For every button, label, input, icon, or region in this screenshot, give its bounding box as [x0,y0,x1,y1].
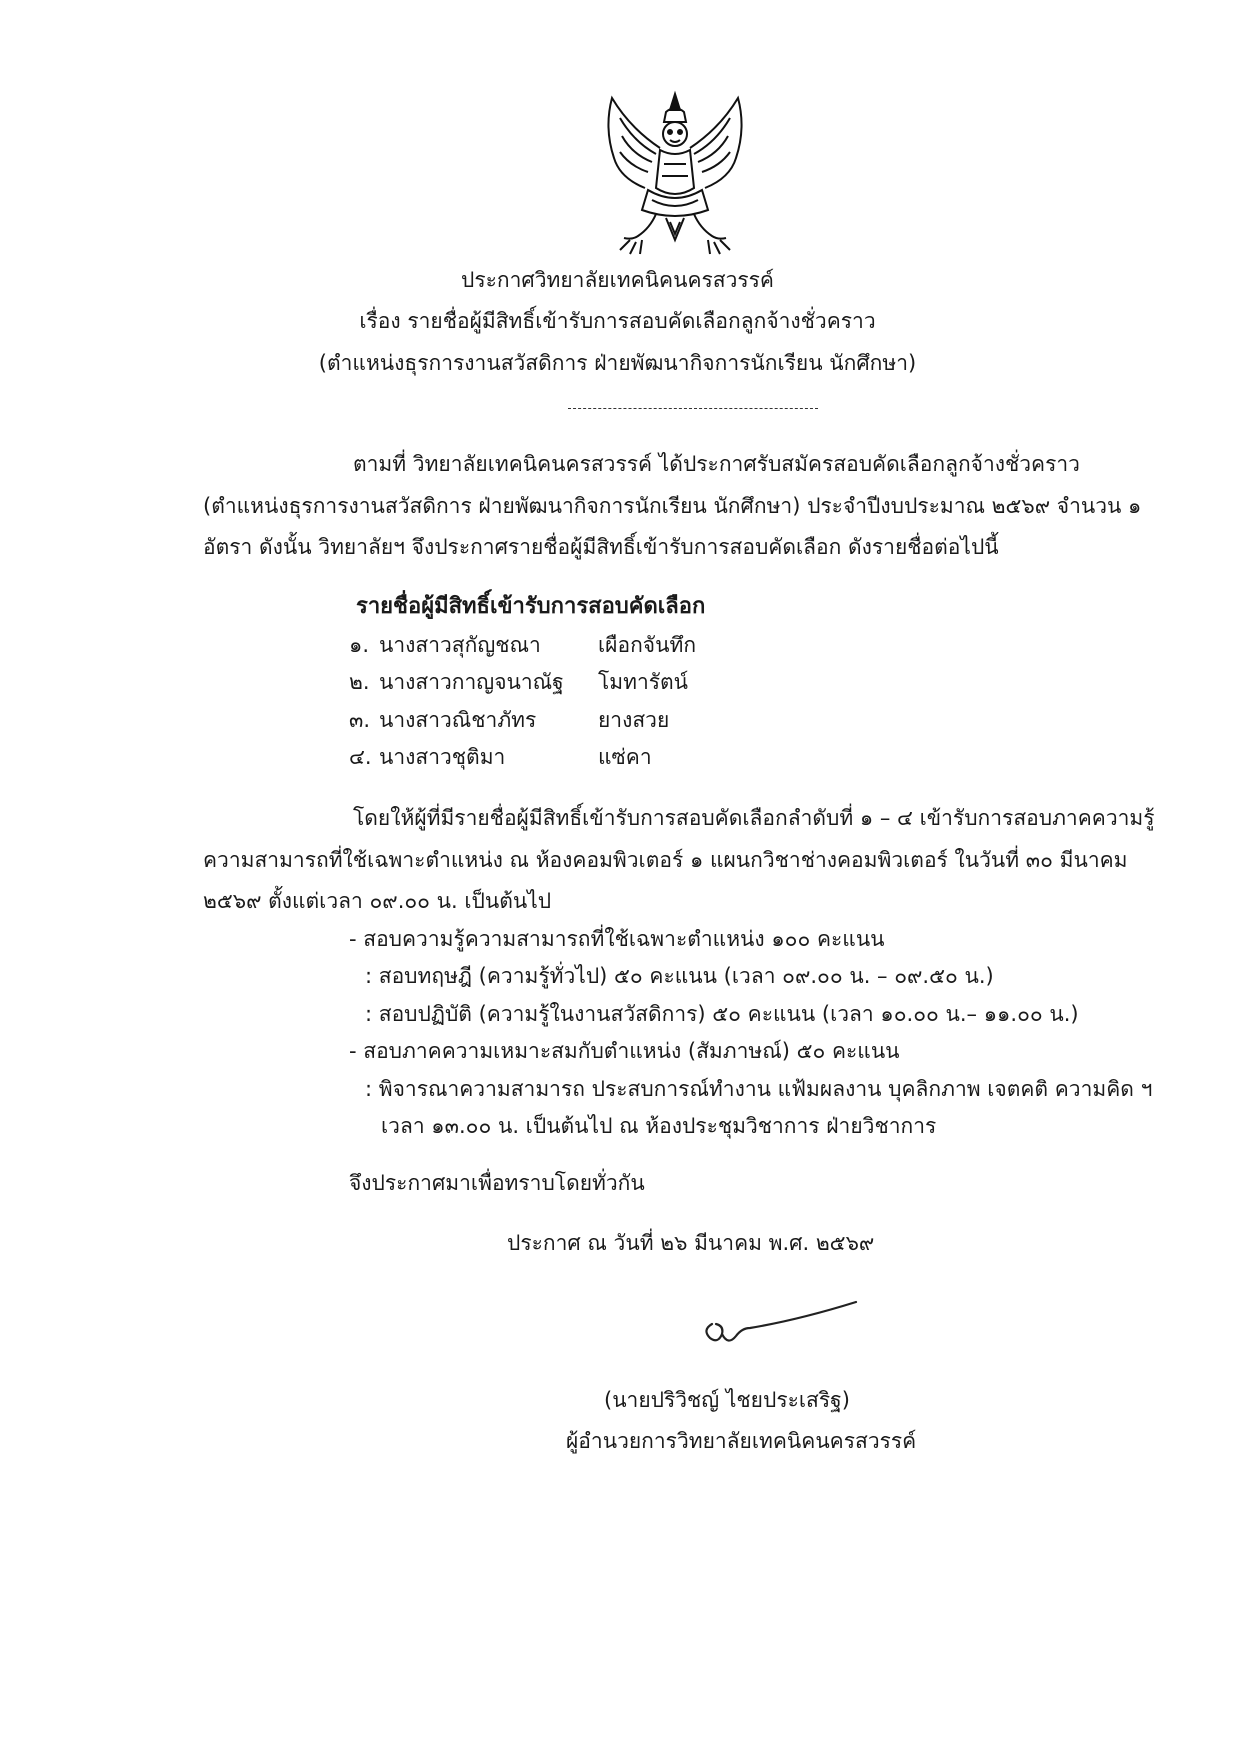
announcement-subject: เรื่อง รายชื่อผู้มีสิทธิ์เข้ารับการสอบคัดเลือกลูกจ้างชั่วคราว [359,309,876,333]
list-item-last-name: แซ่คา [598,745,652,769]
list-item-number: ๑. [349,633,370,657]
announcement-date: ประกาศ ณ วันที่ ๒๖ มีนาคม พ.ศ. ๒๕๖๙ [507,1231,875,1255]
header-divider [568,408,818,409]
list-item [349,668,564,696]
list-item [349,631,541,659]
exam-line-2: ความสามารถที่ใช้เฉพาะตำแหน่ง ณ ห้องคอมพิวเตอร์ ๑ แผนกวิชาช่างคอมพิวเตอร์ ในวันที่ ๓๐ มีนาคม [203,848,1128,872]
intro-line-3: อัตรา ดังนั้น วิทยาลัยฯ จึงประกาศรายชื่อผู้มีสิทธิ์เข้ารับการสอบคัดเลือก ดังรายชื่อต่อไปนี้ [203,535,999,559]
closing-notice: จึงประกาศมาเพื่อทราบโดยทั่วกัน [349,1171,645,1195]
signer-name: (นายปริวิชญ์ ไชยประเสริฐ) [604,1388,850,1412]
exam-bullet-knowledge: - สอบความรู้ความสามารถที่ใช้เฉพาะตำแหน่ง ๑๐๐ คะแนน [349,927,885,951]
signer-title: ผู้อำนวยการวิทยาลัยเทคนิคนครสวรรค์ [566,1429,917,1453]
list-item-number: ๔. [349,745,372,769]
exam-sub-practical: : สอบปฏิบัติ (ความรู้ในงานสวัสดิการ) ๕๐ คะแนน (เวลา ๑๐.๐๐ น.– ๑๑.๐๐ น.) [365,1002,1079,1026]
candidate-list-heading: รายชื่อผู้มีสิทธิ์เข้ารับการสอบคัดเลือก [356,594,706,619]
intro-line-2: (ตำแหน่งธุรการงานสวัสดิการ ฝ่ายพัฒนากิจการนักเรียน นักศึกษา) ประจำปีงบประมาณ ๒๕๖๙ จำนวน ๑ [203,494,1142,518]
garuda-emblem-icon [590,88,760,258]
list-item-number: ๓. [349,708,371,732]
list-item-first-name: นางสาวณิชาภัทร [379,708,537,732]
signature-icon [688,1290,878,1360]
list-item [349,706,536,734]
list-item-first-name: นางสาวกาญจนาณัฐ [379,670,564,694]
announcement-title: ประกาศวิทยาลัยเทคนิคนครสวรรค์ [460,268,774,292]
list-item-first-name: นางสาวสุกัญชณา [379,633,541,657]
list-item-first-name: นางสาวชุติมา [379,745,506,769]
exam-line-1: โดยให้ผู้ที่มีรายชื่อผู้มีสิทธิ์เข้ารับการสอบคัดเลือกลำดับที่ ๑ – ๔ เข้ารับการสอบภาคความรู้ [353,806,1155,830]
list-item-number: ๒. [349,670,370,694]
list-item-last-name: โมทารัตน์ [598,670,689,694]
exam-sub-theory: : สอบทฤษฎี (ความรู้ทั่วไป) ๕๐ คะแนน (เวลา ๐๙.๐๐ น. – ๐๙.๕๐ น.) [365,964,994,988]
exam-bullet-interview: - สอบภาคความเหมาะสมกับตำแหน่ง (สัมภาษณ์) ๕๐ คะแนน [349,1039,900,1063]
exam-sub-criteria: : พิจารณาความสามารถ ประสบการณ์ทำงาน แฟ้มผลงาน บุคลิกภาพ เจตคติ ความคิด ฯ [365,1077,1153,1101]
exam-line-3: ๒๕๖๙ ตั้งแต่เวลา ๐๙.๐๐ น. เป็นต้นไป [203,889,552,913]
list-item-last-name: ยางสวย [598,708,670,732]
list-item [349,743,505,771]
intro-line-1: ตามที่ วิทยาลัยเทคนิคนครสวรรค์ ได้ประกาศรับสมัครสอบคัดเลือกลูกจ้างชั่วคราว [353,452,1080,476]
exam-sub-interview-time: เวลา ๑๓.๐๐ น. เป็นต้นไป ณ ห้องประชุมวิชาการ ฝ่ายวิชาการ [381,1114,937,1138]
announcement-position: (ตำแหน่งธุรการงานสวัสดิการ ฝ่ายพัฒนากิจการนักเรียน นักศึกษา) [318,351,917,375]
list-item-last-name: เผือกจันทึก [598,633,697,657]
